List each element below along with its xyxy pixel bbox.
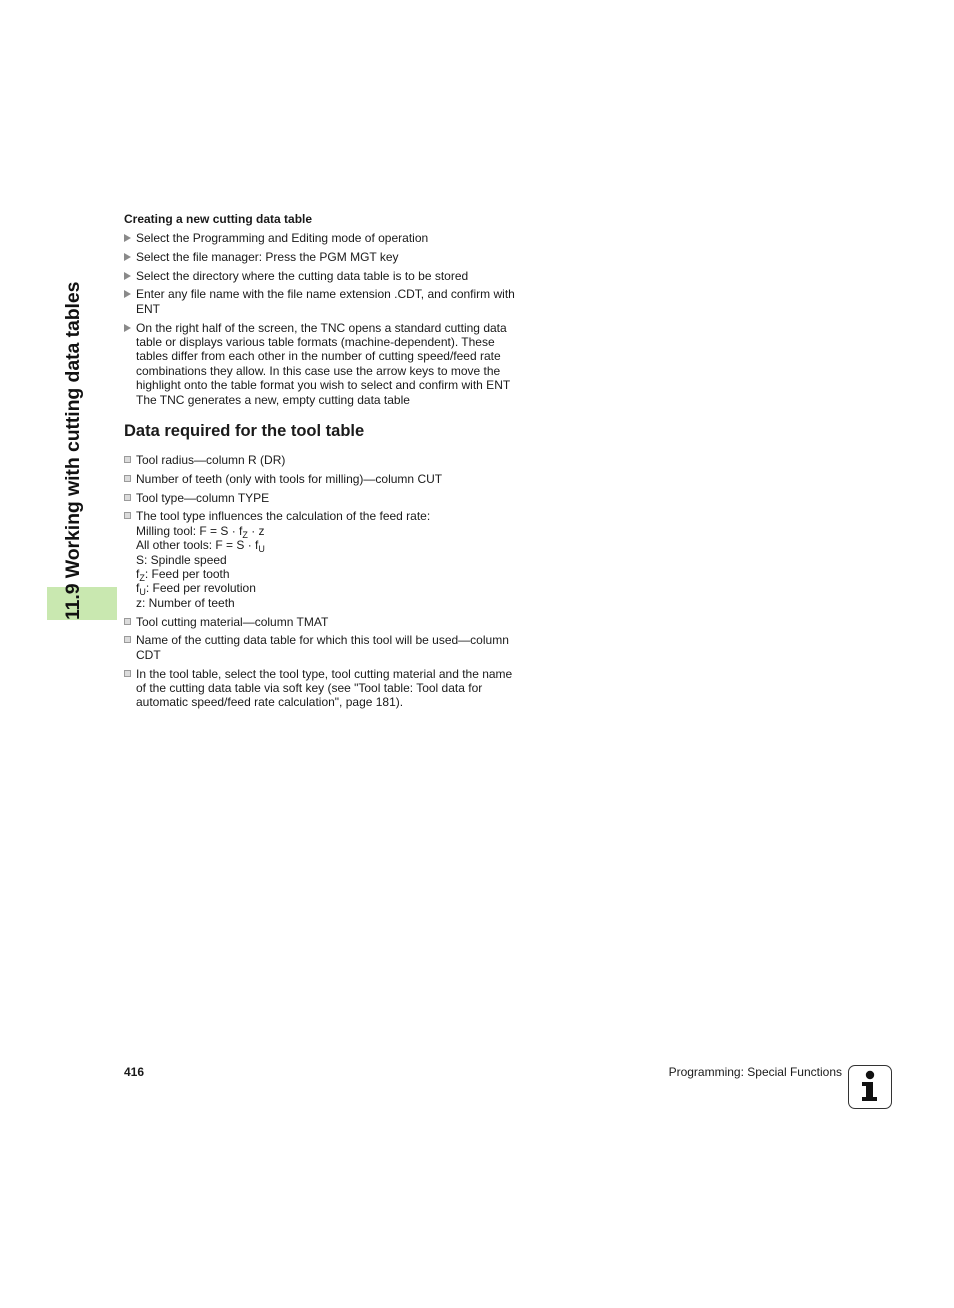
main-content xyxy=(124,212,520,714)
list-item: Number of teeth (only with tools for milling)—column CUT xyxy=(124,472,520,486)
formula-milling: Milling tool: $F = S \cdot f_Z \cdot z$ xyxy=(136,523,265,540)
square-bullet-icon xyxy=(124,494,131,501)
list-item: Select the directory where the cutting data table is to be stored xyxy=(124,269,520,283)
arrow-bullet-icon xyxy=(124,253,131,261)
list-item: Enter any file name with the file name extension .CDT, and confirm with ENT xyxy=(124,287,520,316)
square-bullet-icon xyxy=(124,670,131,677)
section-heading-data-required: Data required for the tool table xyxy=(124,422,365,441)
page-number: 416 xyxy=(124,1065,145,1079)
section-heading-create: Creating a new cutting data table xyxy=(124,212,313,226)
arrow-bullet-icon xyxy=(124,272,131,280)
list-item: Select the file manager: Press the PGM MGT key xyxy=(124,250,520,264)
arrow-bullet-icon xyxy=(124,234,131,242)
arrow-bullet-icon xyxy=(124,290,131,298)
chapter-title: 11.9 Working with cutting data tables xyxy=(62,281,84,620)
formula-other: All other tools: $F = S \cdot f_U$ xyxy=(136,538,265,555)
definition-fz: $f_Z$: Feed per tooth xyxy=(136,567,230,584)
info-glyph-icon xyxy=(849,1066,890,1107)
list-item: Tool cutting material—column TMAT xyxy=(124,615,520,629)
list-item-feed-rate: The tool type influences the calculation of the feed rate: Milling tool: $F = S \cdot f_Z \cdot z$ All other tools: $F = S \cdot f_U$ S: Spindle speed $f_Z$: Feed per tooth $f_U$: Feed per revolution z: Number of teeth xyxy=(124,509,520,610)
list-item: Tool radius—column R (DR) xyxy=(124,453,520,467)
info-icon xyxy=(848,1065,892,1109)
square-bullet-icon xyxy=(124,475,131,482)
list-item: Tool type—column TYPE xyxy=(124,491,520,505)
square-bullet-icon xyxy=(124,512,131,519)
square-bullet-icon xyxy=(124,636,131,643)
arrow-bullet-icon xyxy=(124,324,131,332)
square-bullet-icon xyxy=(124,618,131,625)
list-item: Name of the cutting data table for which this tool will be used—column CDT xyxy=(124,633,520,662)
square-bullet-icon xyxy=(124,456,131,463)
list-item: In the tool table, select the tool type, tool cutting material and the name of the cutting data table via soft key (see "Tool table: Tool data for automatic speed/feed rate calculation", page 181). xyxy=(124,667,520,710)
list-item: On the right half of the screen, the TNC opens a standard cutting data table or displays various table formats (machine-dependent). These tables differ from each other in the number of cutting speed/feed rate combinations they allow. In this case use the arrow keys to move the highlight onto the table format you wish to select and confirm with ENT The TNC generates a new, empty cutting data table xyxy=(124,321,520,407)
footer-title: Programming: Special Functions xyxy=(668,1065,842,1079)
list-item: Select the Programming and Editing mode of operation xyxy=(124,231,520,245)
definition-fu: $f_U$: Feed per revolution xyxy=(136,581,256,598)
